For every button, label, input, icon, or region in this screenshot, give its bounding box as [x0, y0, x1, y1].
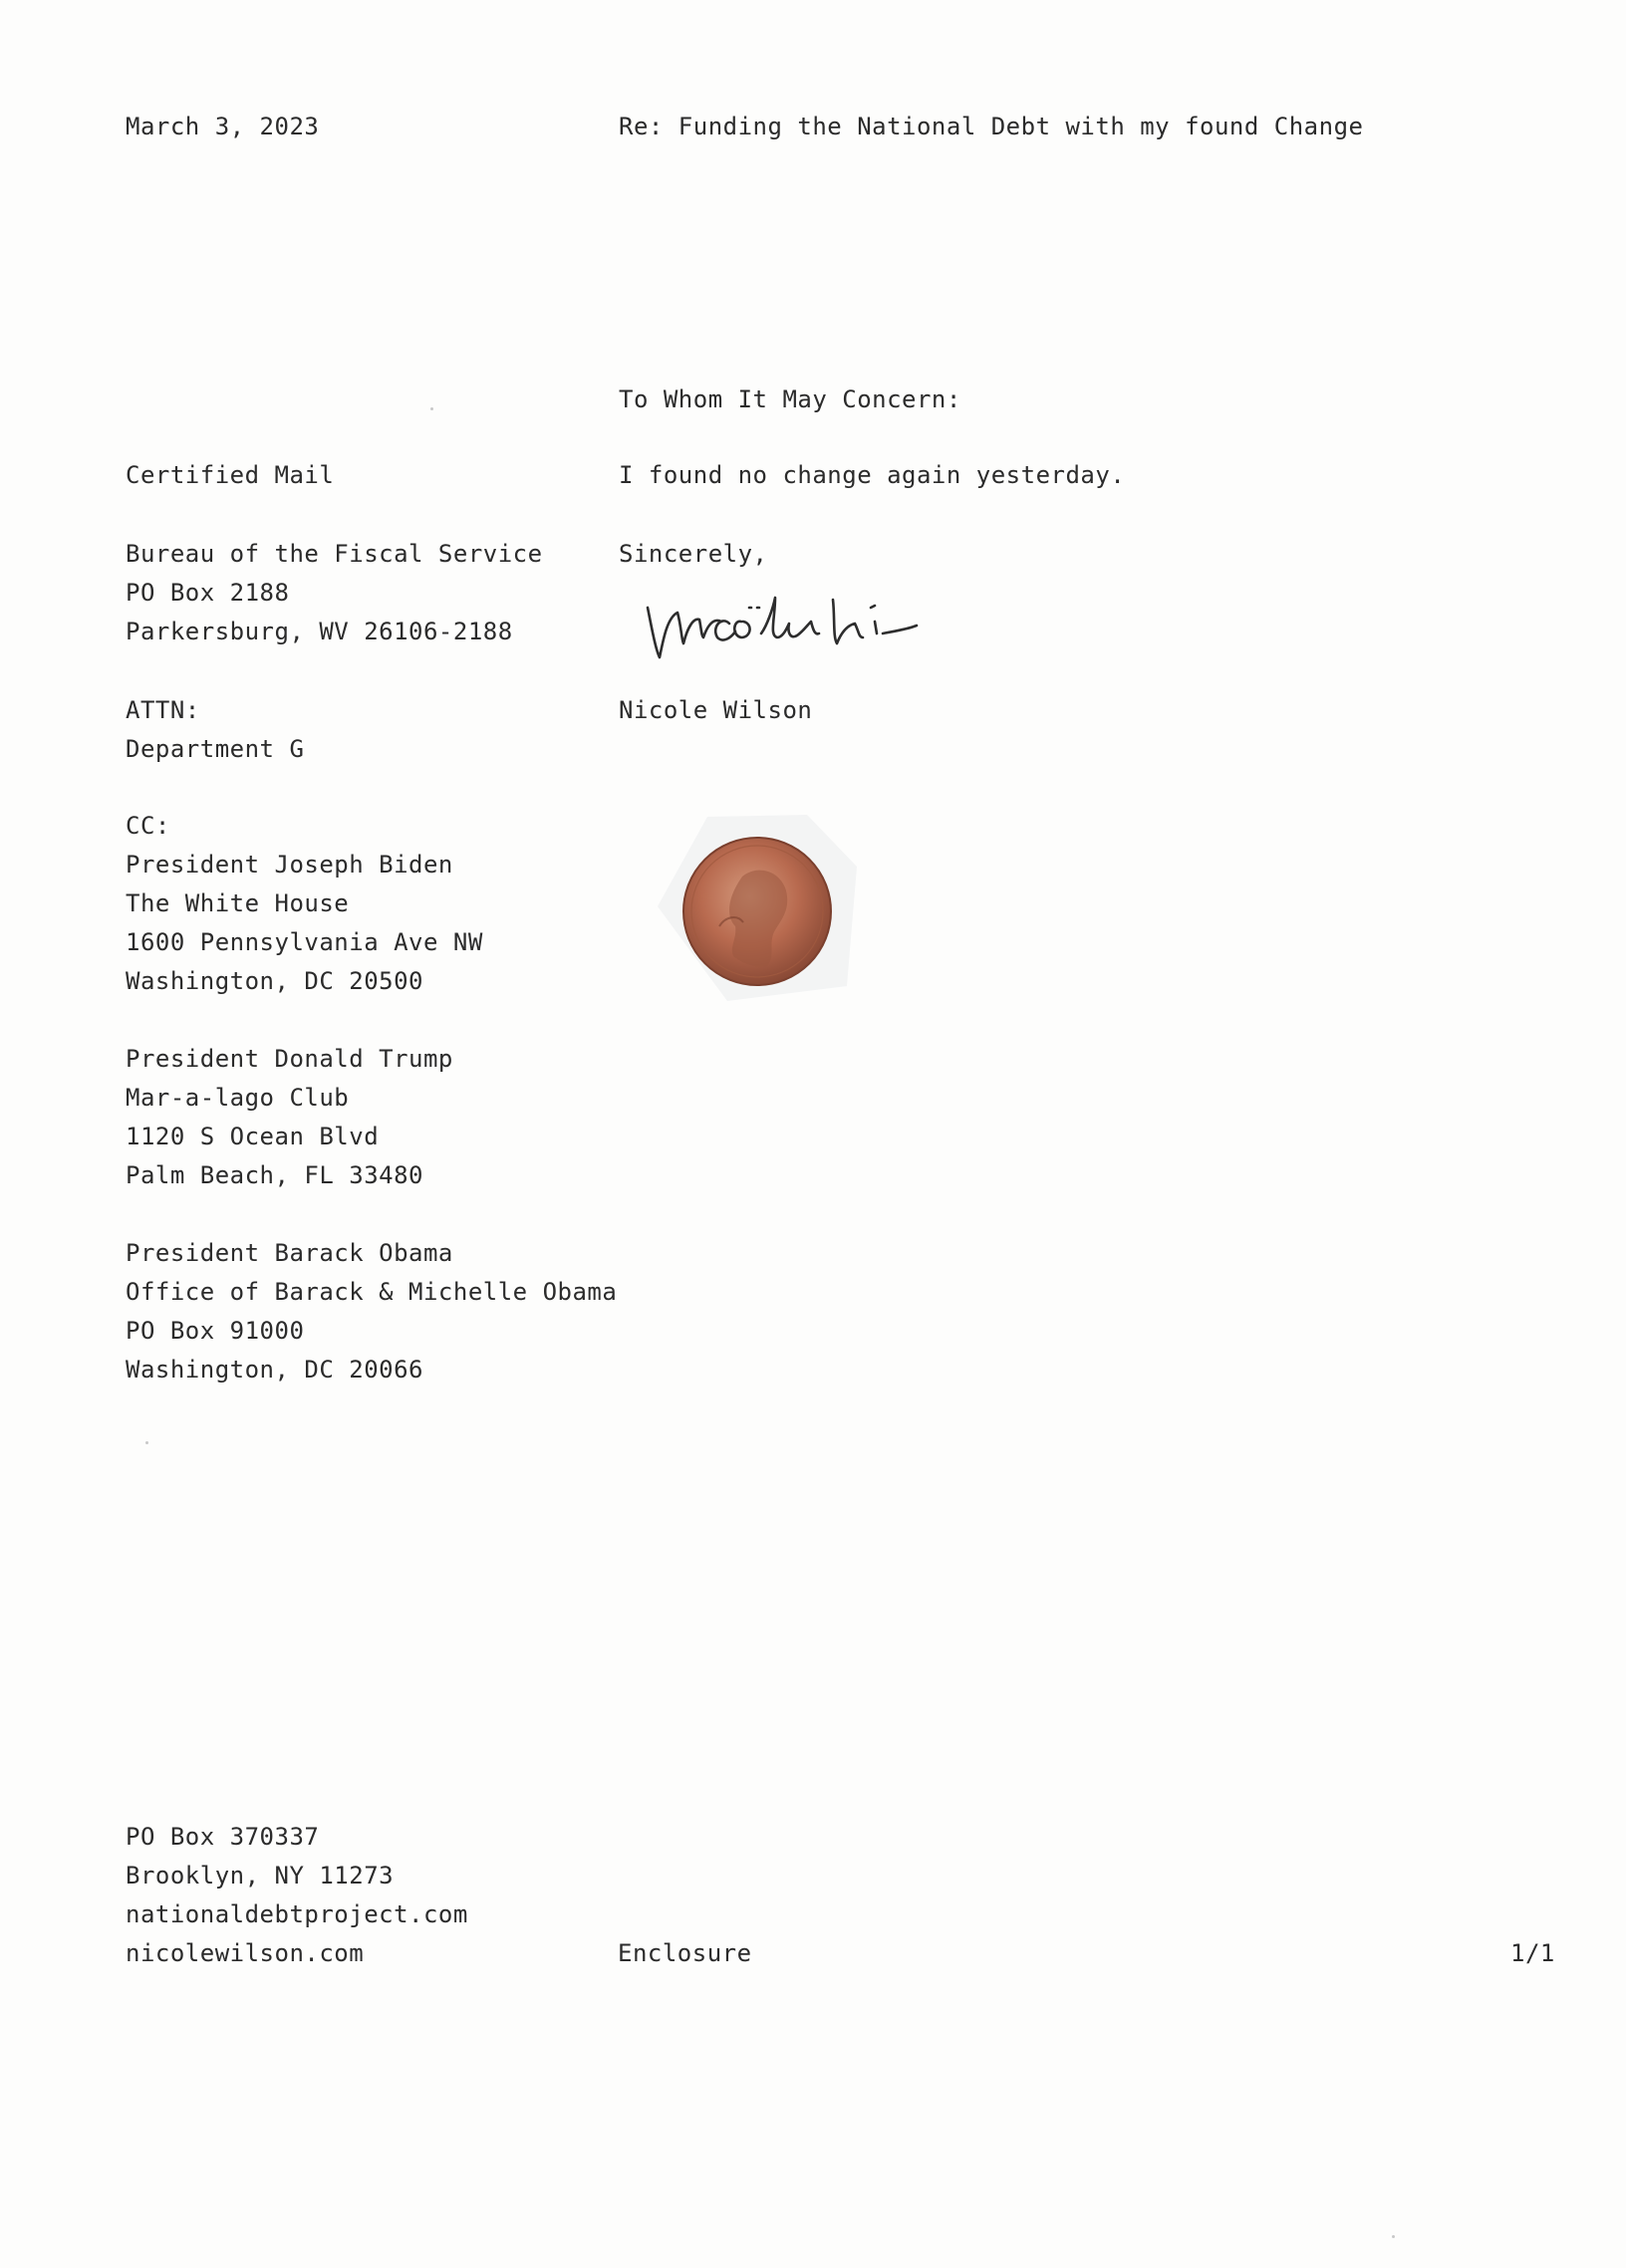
- enclosure-note: Enclosure: [618, 1939, 752, 1967]
- cc-line: 1120 S Ocean Blvd: [126, 1123, 380, 1150]
- cc-line: 1600 Pennsylvania Ave NW: [126, 928, 483, 956]
- cc-line: President Donald Trump: [126, 1045, 453, 1073]
- scan-speck: [145, 1441, 148, 1444]
- cc-line: President Barack Obama: [126, 1239, 453, 1267]
- cc-line: President Joseph Biden: [126, 851, 453, 879]
- cc-label: CC:: [126, 812, 170, 840]
- cc-line: The White House: [126, 889, 350, 917]
- cc-trump: [126, 1040, 453, 1195]
- cc-line: PO Box 91000: [126, 1317, 305, 1345]
- scan-speck: [430, 407, 433, 410]
- penny-coin: [648, 797, 867, 1016]
- scan-speck: [1392, 2235, 1395, 2238]
- sender-footer: [126, 1818, 468, 1973]
- letter-date: March 3, 2023: [126, 113, 320, 140]
- cc-line: Palm Beach, FL 33480: [126, 1161, 423, 1189]
- footer-line: Brooklyn, NY 11273: [126, 1862, 395, 1890]
- recipient-address: [126, 535, 543, 651]
- signer-name: Nicole Wilson: [619, 696, 813, 724]
- cc-biden: [126, 807, 483, 1001]
- page-number: 1/1: [1510, 1939, 1555, 1967]
- recipient-line: Bureau of the Fiscal Service: [126, 540, 543, 568]
- cc-line: Office of Barack & Michelle Obama: [126, 1278, 618, 1306]
- handwritten-signature: [638, 578, 966, 667]
- footer-line: nicolewilson.com: [126, 1939, 365, 1967]
- cc-line: Washington, DC 20500: [126, 967, 423, 995]
- letter-subject: Re: Funding the National Debt with my found Change: [619, 113, 1364, 140]
- footer-line: PO Box 370337: [126, 1823, 320, 1851]
- recipient-line: Parkersburg, WV 26106-2188: [126, 618, 513, 645]
- attention-block: [126, 691, 304, 769]
- letter-body: I found no change again yesterday.: [619, 461, 1126, 489]
- delivery-method: Certified Mail: [126, 461, 335, 489]
- footer-line: nationaldebtproject.com: [126, 1900, 468, 1928]
- salutation: To Whom It May Concern:: [619, 385, 961, 413]
- closing: Sincerely,: [619, 540, 768, 568]
- cc-line: Washington, DC 20066: [126, 1356, 423, 1384]
- attn-department: Department G: [126, 735, 305, 763]
- cc-obama: [126, 1234, 617, 1389]
- recipient-line: PO Box 2188: [126, 579, 290, 607]
- cc-line: Mar-a-lago Club: [126, 1084, 350, 1112]
- attn-label: ATTN:: [126, 696, 200, 724]
